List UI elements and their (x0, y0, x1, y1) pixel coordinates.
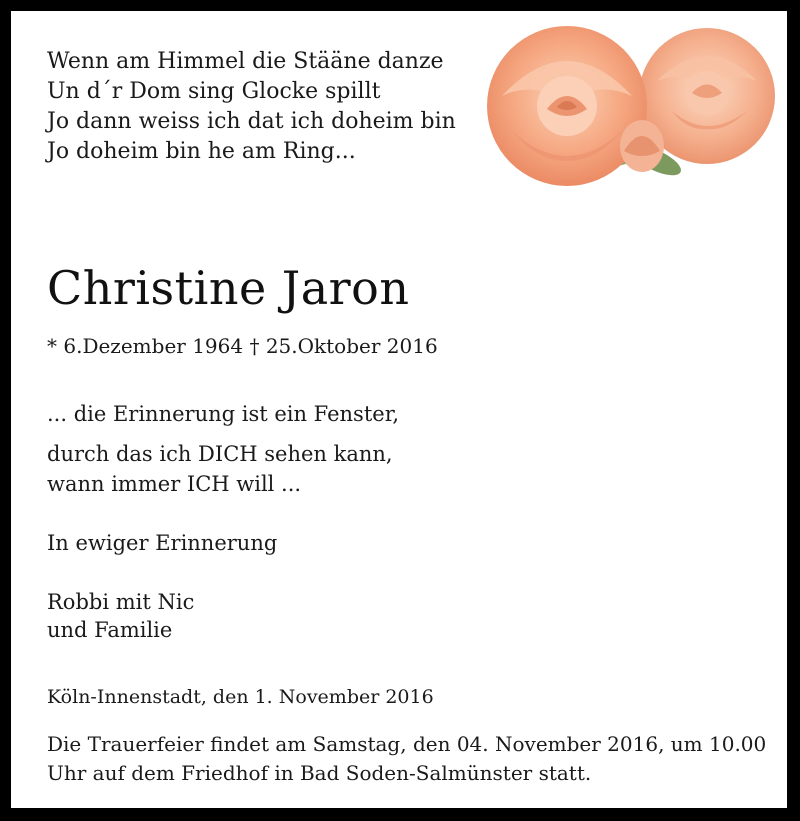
ceremony-line: Die Trauerfeier findet am Samstag, den 04. November 2016, um 10.00 (47, 732, 767, 756)
family-line: und Familie (47, 618, 173, 642)
poem-line: Un d´r Dom sing Glocke spillt (47, 79, 381, 104)
family-line: Robbi mit Nic (47, 590, 195, 614)
poem-line: Wenn am Himmel die Stääne danze (47, 49, 444, 74)
deceased-name: Christine Jaron (47, 261, 410, 315)
life-dates: * 6.Dezember 1964 † 25.Oktober 2016 (47, 334, 438, 358)
quote-line: durch das ich DICH sehen kann, (47, 442, 393, 466)
ceremony-line: Uhr auf dem Friedhof in Bad Soden-Salmünster statt. (47, 761, 592, 785)
memory-line: In ewiger Erinnerung (47, 531, 278, 555)
obituary-card (11, 11, 787, 808)
poem-line: Jo dann weiss ich dat ich doheim bin (47, 109, 456, 134)
quote-line: wann immer ICH will ... (47, 472, 302, 496)
roses-image (452, 11, 787, 196)
poem-line: Jo doheim bin he am Ring... (47, 139, 356, 164)
place-date: Köln-Innenstadt, den 1. November 2016 (47, 686, 434, 708)
quote-line: ... die Erinnerung ist ein Fenster, (47, 402, 400, 426)
